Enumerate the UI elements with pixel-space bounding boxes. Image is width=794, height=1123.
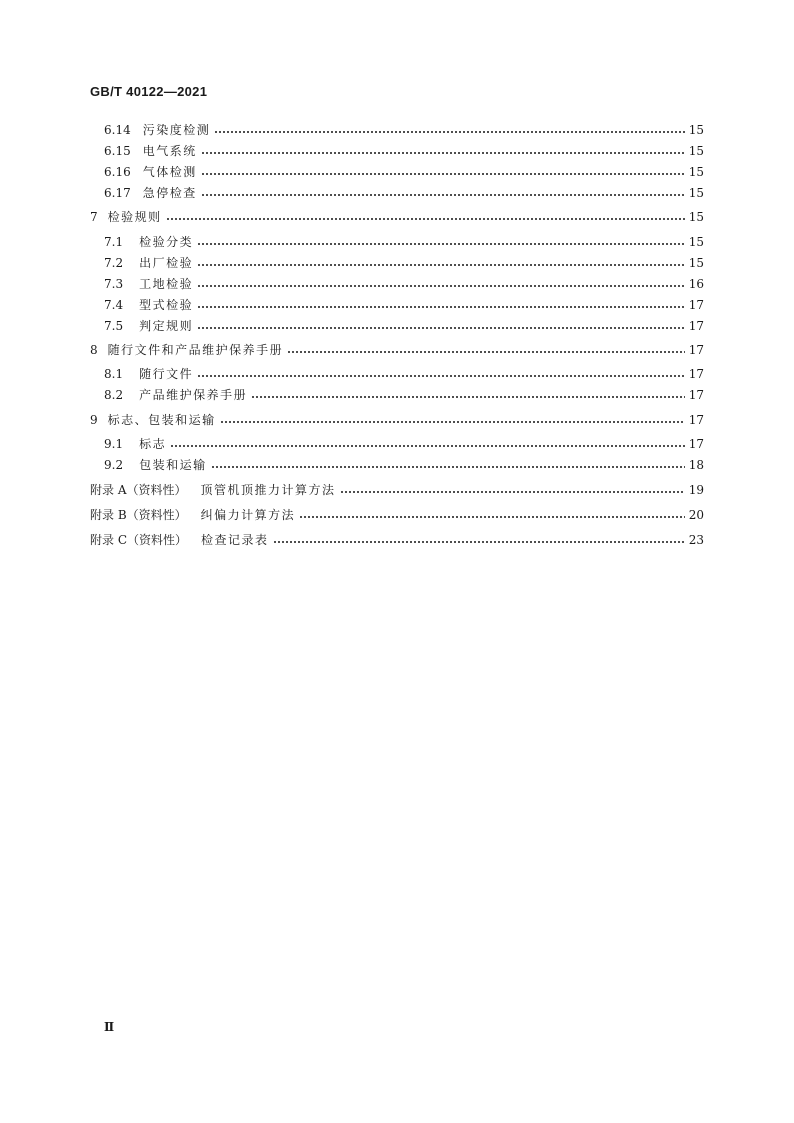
toc-entry-9-2[interactable] <box>104 455 704 473</box>
toc-title: 型式检验 <box>139 298 194 312</box>
toc-leader-dots <box>166 217 685 221</box>
toc-page-number: 15 <box>688 123 704 137</box>
toc-leader-dots <box>197 374 685 378</box>
toc-entry-7-4[interactable] <box>104 295 704 313</box>
toc-title: 急停检查 <box>142 186 197 200</box>
toc-title: 出厂检验 <box>139 256 194 270</box>
toc-title: 气体检测 <box>142 165 197 179</box>
toc-number: 6.16 <box>104 165 131 179</box>
page-number-footer: Ⅱ <box>104 1020 115 1034</box>
toc-leader-dots <box>170 444 685 448</box>
toc-title: 检查记录表 <box>201 533 269 547</box>
toc-leader-dots <box>201 151 685 155</box>
toc-page-number: 18 <box>688 458 704 472</box>
toc-number: 9.1 <box>104 437 124 451</box>
toc-number: 8.2 <box>104 388 124 402</box>
toc-title: 纠偏力计算方法 <box>200 508 296 522</box>
toc-number: 8 <box>90 343 98 357</box>
toc-leader-dots <box>299 515 685 519</box>
toc-entry-8-2[interactable] <box>104 385 704 403</box>
toc-leader-dots <box>214 130 684 134</box>
toc-title: 检验规则 <box>107 210 162 224</box>
toc-title: 工地检验 <box>139 277 194 291</box>
toc-number: 7 <box>90 210 98 224</box>
toc-entry-annex-c[interactable] <box>90 530 704 548</box>
toc-title: 顶管机顶推力计算方法 <box>200 483 336 497</box>
toc-leader-dots <box>211 465 685 469</box>
toc-number: 附录 B（资料性） <box>90 508 187 522</box>
toc-number: 7.1 <box>104 235 124 249</box>
toc-leader-dots <box>273 540 685 544</box>
toc-title: 标志、包装和运输 <box>107 413 216 427</box>
toc-leader-dots <box>197 326 685 330</box>
toc-title: 判定规则 <box>139 319 194 333</box>
toc-leader-dots <box>340 490 685 494</box>
toc-number: 7.3 <box>104 277 124 291</box>
toc-leader-dots <box>197 305 685 309</box>
toc-entry-7-2[interactable] <box>104 253 704 271</box>
toc-entry-7-3[interactable] <box>104 274 704 292</box>
toc-title: 随行文件 <box>139 367 194 381</box>
toc-page-number: 15 <box>688 256 704 270</box>
toc-title: 污染度检测 <box>142 123 211 137</box>
toc-leader-dots <box>201 193 685 197</box>
toc-entry-8[interactable] <box>90 340 704 358</box>
toc-page-number: 15 <box>688 235 704 249</box>
toc-page-number: 17 <box>688 413 704 427</box>
toc-entry-7[interactable] <box>90 207 704 225</box>
toc-page-number: 17 <box>688 343 704 357</box>
toc-entry-9[interactable] <box>90 410 704 428</box>
toc-title: 随行文件和产品维护保养手册 <box>107 343 284 357</box>
toc-number: 9.2 <box>104 458 124 472</box>
toc-entry-annex-b[interactable] <box>90 505 704 523</box>
toc-number: 7.2 <box>104 256 124 270</box>
toc-page-number: 15 <box>688 144 704 158</box>
toc-page-number: 17 <box>688 298 704 312</box>
toc-title: 标志 <box>139 437 167 451</box>
toc-leader-dots <box>197 263 685 267</box>
toc-title: 产品维护保养手册 <box>139 388 248 402</box>
toc-page-number: 20 <box>688 508 704 522</box>
toc-page-number: 15 <box>688 186 704 200</box>
toc-number: 附录 A（资料性） <box>90 483 187 497</box>
toc-page-number: 15 <box>688 165 704 179</box>
toc-entry-6-14[interactable] <box>104 120 704 138</box>
toc-page-number: 16 <box>688 277 704 291</box>
document-id-header: GB/T 40122—2021 <box>90 84 208 99</box>
toc-leader-dots <box>220 420 685 424</box>
toc-leader-dots <box>251 395 685 399</box>
toc-title: 包装和运输 <box>139 458 207 472</box>
toc-leader-dots <box>197 242 685 246</box>
toc-number: 6.17 <box>104 186 131 200</box>
toc-entry-6-15[interactable] <box>104 141 704 159</box>
toc-number: 7.5 <box>104 319 124 333</box>
toc-page-number: 17 <box>688 388 704 402</box>
toc-number: 附录 C（资料性） <box>90 533 187 547</box>
toc-entry-7-5[interactable] <box>104 316 704 334</box>
toc-page-number: 17 <box>688 319 704 333</box>
toc-page-number: 23 <box>688 533 704 547</box>
toc-entry-annex-a[interactable] <box>90 480 704 498</box>
toc-page-number: 17 <box>688 437 704 451</box>
toc-title: 检验分类 <box>139 235 194 249</box>
toc-number: 9 <box>90 413 98 427</box>
toc-entry-6-17[interactable] <box>104 183 704 201</box>
toc-number: 6.15 <box>104 144 131 158</box>
toc-page-number: 15 <box>688 210 704 224</box>
toc-number: 8.1 <box>104 367 124 381</box>
toc-leader-dots <box>287 350 685 354</box>
toc-page-number: 19 <box>688 483 704 497</box>
toc-entry-9-1[interactable] <box>104 434 704 452</box>
toc-leader-dots <box>197 284 685 288</box>
toc-title: 电气系统 <box>142 144 197 158</box>
toc-entry-6-16[interactable] <box>104 162 704 180</box>
toc-number: 6.14 <box>104 123 131 137</box>
toc-entry-7-1[interactable] <box>104 232 704 250</box>
toc-leader-dots <box>201 172 685 176</box>
toc-page-number: 17 <box>688 367 704 381</box>
toc-entry-8-1[interactable] <box>104 364 704 382</box>
toc-number: 7.4 <box>104 298 124 312</box>
